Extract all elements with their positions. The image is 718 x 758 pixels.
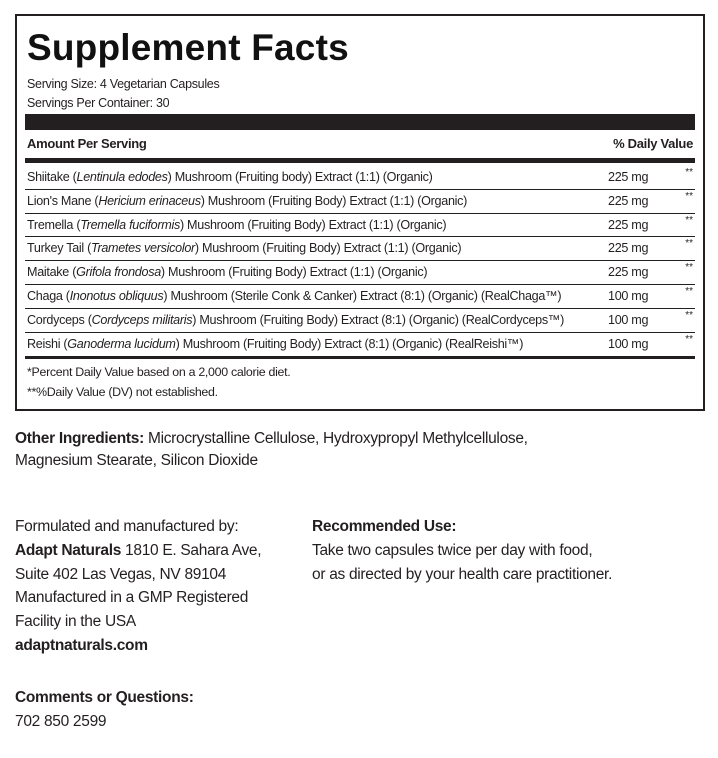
ingredient-dv: **: [685, 167, 693, 178]
supplement-facts-panel: [15, 14, 705, 411]
ingredient-name: Turkey Tail (Trametes versicolor) Mushroom (Fruiting Body) Extract (1:1) (Organic): [27, 241, 462, 256]
recommended-use-block: [312, 515, 712, 586]
gmp-statement-2: Facility in the USA: [15, 613, 136, 631]
daily-value-header: % Daily Value: [613, 136, 693, 151]
ingredient-dv: **: [685, 309, 693, 321]
manufacturer-block: [15, 515, 275, 658]
ingredient-name: Chaga (Inonotus obliquus) Mushroom (Sterile Conk & Canker) Extract (8:1) (Organic) (RealChaga™): [27, 288, 562, 303]
ingredient-name: Reishi (Ganoderma lucidum) Mushroom (Fruiting Body) Extract (8:1) (Organic) (RealReishi™): [27, 336, 524, 351]
ingredient-row: [25, 285, 695, 309]
ingredient-dv: **: [685, 214, 693, 226]
ingredient-name: Lion's Mane (Hericium erinaceus) Mushroom (Fruiting Body) Extract (1:1) (Organic): [27, 193, 468, 208]
ingredient-dv: **: [685, 238, 693, 250]
recommended-use-label: Recommended Use:: [312, 518, 457, 535]
manufacturer-name: Adapt Naturals: [15, 541, 122, 559]
ingredient-amount: 100 mg: [608, 312, 649, 327]
ingredient-row: [25, 261, 695, 285]
ingredient-name: Cordyceps (Cordyceps militaris) Mushroom (Fruiting Body) Extract (8:1) (Organic) (RealCordyceps™): [27, 312, 565, 327]
serving-size: Serving Size: 4 Vegetarian Capsules: [27, 77, 220, 91]
other-ingredients-label: Other Ingredients:: [15, 430, 144, 447]
ingredient-name: Shiitake (Lentinula edodes) Mushroom (Fruiting body) Extract (1:1) (Organic): [27, 170, 433, 184]
amount-per-serving-header: Amount Per Serving: [27, 136, 147, 151]
recommended-use-line-2: or as directed by your health care practitioner.: [312, 565, 613, 583]
manufacturer-intro: Formulated and manufactured by:: [15, 518, 239, 535]
ingredient-row: [25, 309, 695, 333]
ingredient-amount: 225 mg: [608, 217, 649, 232]
ingredient-row: [25, 237, 695, 261]
ingredient-amount: 100 mg: [608, 288, 649, 303]
other-ingredients-text-1: Microcrystalline Cellulose, Hydroxypropyl Methylcellulose,: [143, 430, 528, 447]
other-ingredients-text-2: Magnesium Stearate, Silicon Dioxide: [15, 452, 258, 469]
comments-block: [15, 686, 194, 734]
ingredient-amount: 225 mg: [608, 265, 649, 280]
footnote-percent-dv: *Percent Daily Value based on a 2,000 calorie diet.: [27, 365, 291, 379]
ingredient-amount: 225 mg: [608, 193, 649, 208]
phone-number: 702 850 2599: [15, 712, 107, 730]
facts-title: Supplement Facts: [27, 27, 349, 68]
ingredient-amount: 225 mg: [608, 241, 649, 256]
ingredient-dv: **: [685, 285, 693, 297]
ingredient-amount: 225 mg: [608, 170, 649, 184]
ingredient-row: [25, 190, 695, 214]
ingredient-row: [25, 333, 695, 359]
comments-label: Comments or Questions:: [15, 689, 194, 706]
ingredient-row: [25, 166, 695, 190]
ingredient-name: Tremella (Tremella fuciformis) Mushroom (Fruiting Body) Extract (1:1) (Organic): [27, 217, 447, 232]
ingredient-dv: **: [685, 262, 693, 274]
ingredient-dv: **: [685, 190, 693, 202]
gmp-statement-1: Manufactured in a GMP Registered: [15, 589, 249, 607]
ingredient-rows: [25, 166, 695, 359]
medium-divider: [25, 158, 695, 163]
ingredient-row: [25, 214, 695, 238]
ingredient-dv: **: [685, 333, 693, 345]
ingredient-name: Maitake (Grifola frondosa) Mushroom (Fruiting Body) Extract (1:1) (Organic): [27, 265, 428, 280]
thick-divider: [25, 114, 695, 130]
manufacturer-address-1: 1810 E. Sahara Ave,: [121, 541, 262, 559]
website-link[interactable]: adaptnaturals.com: [15, 636, 148, 654]
recommended-use-line-1: Take two capsules twice per day with food,: [312, 541, 593, 559]
manufacturer-address-2: Suite 402 Las Vegas, NV 89104: [15, 565, 227, 583]
footnote-dv-not-established: **%Daily Value (DV) not established.: [27, 385, 218, 399]
ingredient-amount: 100 mg: [608, 336, 649, 351]
other-ingredients: [15, 428, 615, 472]
servings-per-container: Servings Per Container: 30: [27, 96, 170, 110]
